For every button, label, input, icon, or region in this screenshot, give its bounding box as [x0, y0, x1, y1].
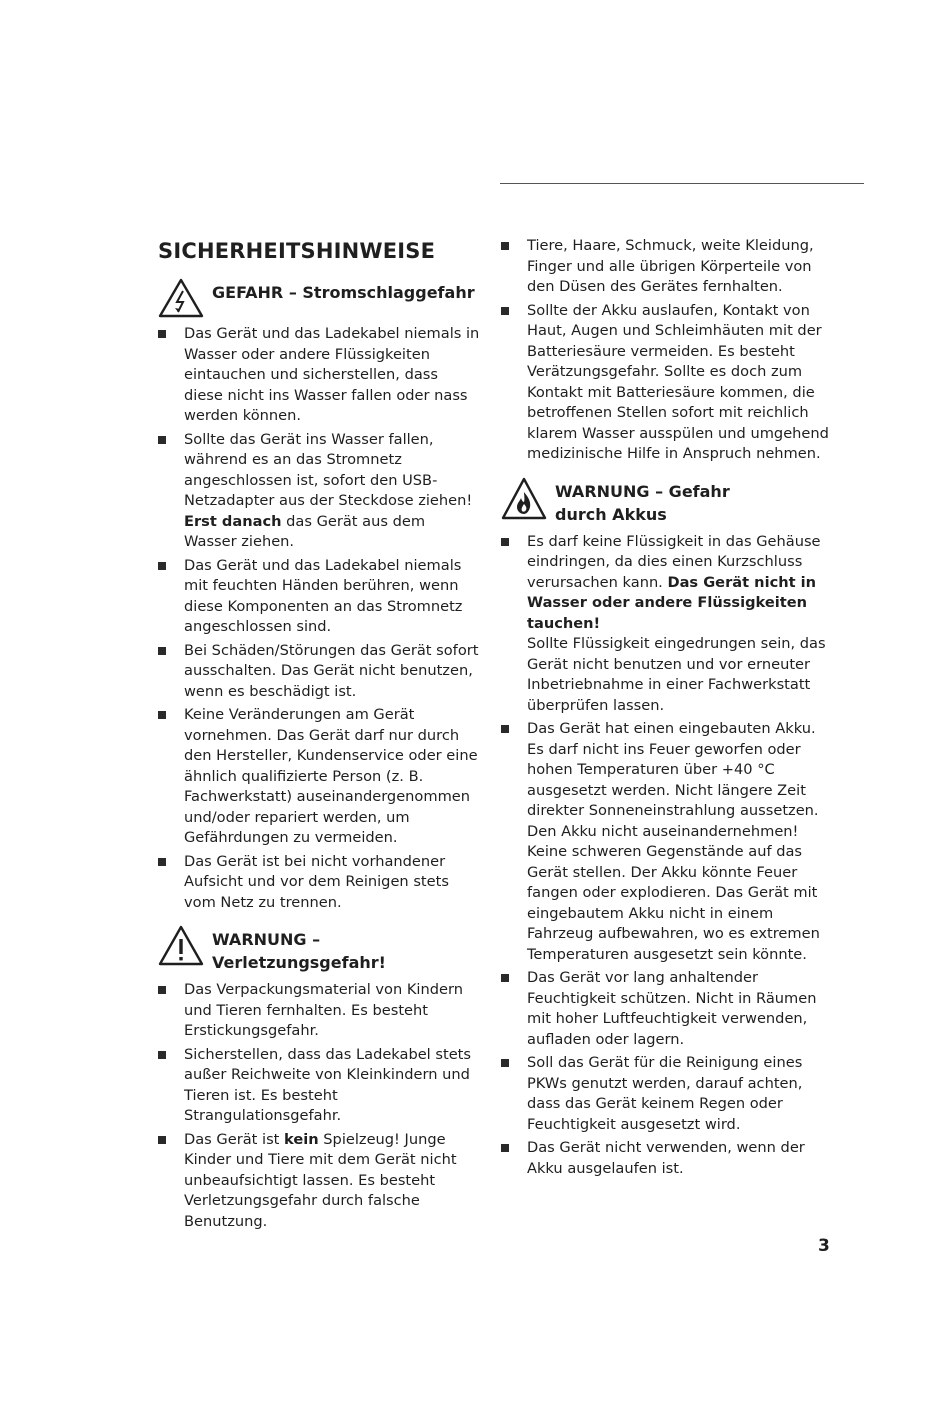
- list-item: [501, 968, 831, 1050]
- item-text: Das Verpackungsmaterial von Kindern und Tieren fernhalten. Es besteht Erstickungsgefahr.: [184, 981, 463, 1039]
- danger-title: GEFAHR – Stromschlaggefahr: [212, 283, 475, 302]
- battery-item1-text: Es darf keine Flüssigkeit in das Gehäuse eindringen, da dies einen Kurzschluss verursachen kann.: [527, 532, 821, 591]
- item-text: Das Gerät hat einen eingebauten Akku. Es darf nicht ins Feuer geworfen oder hohen Temperaturen über +40 °C ausgesetzt werden. Nicht längere Zeit direkter Sonneneinstrahlung aussetzen. Den Akku nicht auseinandernehmen! Keine schweren Gegenstände auf das Gerät stellen. Der Akku könnte Feuer fangen oder explodieren. Das Gerät mit eingebautem Akku nicht in einem Fahrzeug aufbewahren, wo es extremen Temperaturen ausgesetzt sein könnte.: [527, 720, 820, 963]
- page-number: 3: [818, 1236, 830, 1256]
- fire-warning-icon: [501, 477, 547, 521]
- bullet-square: [158, 858, 166, 866]
- item-text: Bei Schäden/Störungen das Gerät sofort ausschalten. Das Gerät nicht benutzen, wenn es beschädigt ist.: [184, 641, 479, 700]
- bullet-square: [158, 562, 166, 570]
- battery-title-line1: WARNUNG – Gefahr: [555, 481, 730, 501]
- list-item: [158, 430, 480, 553]
- battery-title: [555, 477, 730, 526]
- item-text: Das Gerät und das Ladekabel niemals in Wasser oder andere Flüssigkeiten eintauchen und sicherstellen, dass diese nicht ins Wasser fallen oder nass werden können.: [184, 325, 480, 424]
- header-rule: [500, 183, 864, 184]
- bullet-square: [501, 974, 509, 982]
- item-text: Das Gerät ist: [184, 1130, 285, 1148]
- list-item: [158, 705, 480, 849]
- electric-shock-warning-icon: [158, 278, 204, 318]
- bold-text: Erst danach: [184, 512, 282, 530]
- bullet-square: [501, 1144, 509, 1152]
- list-item: [158, 1045, 480, 1127]
- battery-title-line2: durch Akkus: [555, 504, 667, 524]
- item-text: Das Gerät vor lang anhaltender Feuchtigkeit schützen. Nicht in Räumen mit hoher Luftfeuchtigkeit verwenden, aufladen oder lagern.: [527, 969, 817, 1048]
- right-column: [501, 236, 831, 1191]
- item-text: das Gerät aus dem Wasser ziehen.: [184, 512, 426, 550]
- list-item: [501, 719, 831, 965]
- list-item: [501, 1053, 831, 1135]
- page-heading: SICHERHEITSHINWEISE: [158, 239, 436, 263]
- bullet-square: [158, 711, 166, 719]
- item-text: Das Gerät nicht verwenden, wenn der Akku ausgelaufen ist.: [527, 1139, 805, 1177]
- injury-warning-header: [158, 925, 480, 974]
- bullet-square: [158, 436, 166, 444]
- item-text: Sicherstellen, dass das Ladekabel stets außer Reichweite von Kleinkindern und Tieren ist. Es besteht Strangulationsgefahr.: [184, 1045, 472, 1124]
- list-item: [158, 980, 480, 1042]
- continued-list: [501, 236, 831, 465]
- list-item: [501, 236, 831, 298]
- list-item: [501, 1138, 831, 1179]
- item-text: Soll das Gerät für die Reinigung eines PKWs genutzt werden, darauf achten, dass das Gerät keinem Regen oder Feuchtigkeit ausgesetzt wird.: [527, 1054, 803, 1133]
- bullet-square: [501, 1059, 509, 1067]
- bullet-square: [501, 538, 509, 546]
- bold-text: kein: [284, 1130, 319, 1148]
- battery-list: [501, 532, 831, 1180]
- bullet-square: [158, 330, 166, 338]
- item-text: Spielzeug! Junge Kinder und Tiere mit dem Gerät nicht unbeaufsichtigt lassen. Es besteht Verletzungsgefahr durch falsche Benutzung.: [184, 1130, 457, 1230]
- battery-item1-bold: Das Gerät nicht in Wasser oder andere Flüssigkeiten tauchen!: [527, 573, 817, 632]
- danger-warning-header: [158, 278, 480, 318]
- list-item: [158, 556, 480, 638]
- bullet-square: [501, 725, 509, 733]
- exclamation-warning-icon: [158, 925, 204, 967]
- list-item: [501, 301, 831, 465]
- left-column: [158, 236, 480, 1244]
- bullet-square: [158, 647, 166, 655]
- injury-title-line1: WARNUNG –: [212, 930, 321, 949]
- item-text: Sollte der Akku auslaufen, Kontakt von Haut, Augen und Schleimhäuten mit der Batteriesäure vermeiden. Es besteht Verätzungsgefahr. Sollte es doch zum Kontakt mit Batteriesäure kommen, die betroffenen Stellen sofort mit reichlich klarem Wasser ausspülen und umgehend medizinische Hilfe in Anspruch nehmen.: [527, 301, 829, 462]
- item-text: Sollte das Gerät ins Wasser fallen, während es an das Stromnetz angeschlossen ist, sofort den USB-Netzadapter aus der Steckdose ziehen!: [184, 430, 473, 509]
- item-text: Keine Veränderungen am Gerät vornehmen. Das Gerät darf nur durch den Hersteller, Kundenservice oder eine ähnlich qualifizierte Person (z. B. Fachwerkstatt) auseinandergenommen und/oder repariert werden, um Gefährdungen zu vermeiden.: [184, 706, 478, 846]
- bullet-square: [501, 307, 509, 315]
- battery-item1-para: Sollte Flüssigkeit eingedrungen sein, das Gerät nicht benutzen und vor erneuter Inbetriebnahme in einer Fachwerkstatt überprüfen lassen.: [527, 635, 826, 714]
- bullet-square: [501, 242, 509, 250]
- list-item: [158, 641, 480, 703]
- item-text: Das Gerät und das Ladekabel niemals mit feuchten Händen berühren, wenn diese Komponenten an das Stromnetz angeschlossen sind.: [184, 556, 463, 635]
- injury-title-line2: Verletzungsgefahr!: [212, 953, 386, 972]
- bullet-square: [158, 986, 166, 994]
- item-text: Tiere, Haare, Schmuck, weite Kleidung, Finger und alle übrigen Körperteile von den Düsen des Gerätes fernhalten.: [527, 237, 814, 295]
- bullet-square: [158, 1051, 166, 1059]
- list-item: [158, 324, 480, 427]
- injury-title: [212, 925, 386, 974]
- danger-list: [158, 324, 480, 913]
- item-text: Das Gerät ist bei nicht vorhandener Aufsicht und vor dem Reinigen stets vom Netz zu trennen.: [184, 852, 449, 911]
- list-item: [158, 852, 480, 914]
- battery-warning-header: [501, 477, 831, 526]
- bullet-square: [158, 1136, 166, 1144]
- list-item: [158, 1130, 480, 1233]
- list-item: [501, 532, 831, 717]
- injury-list: [158, 980, 480, 1232]
